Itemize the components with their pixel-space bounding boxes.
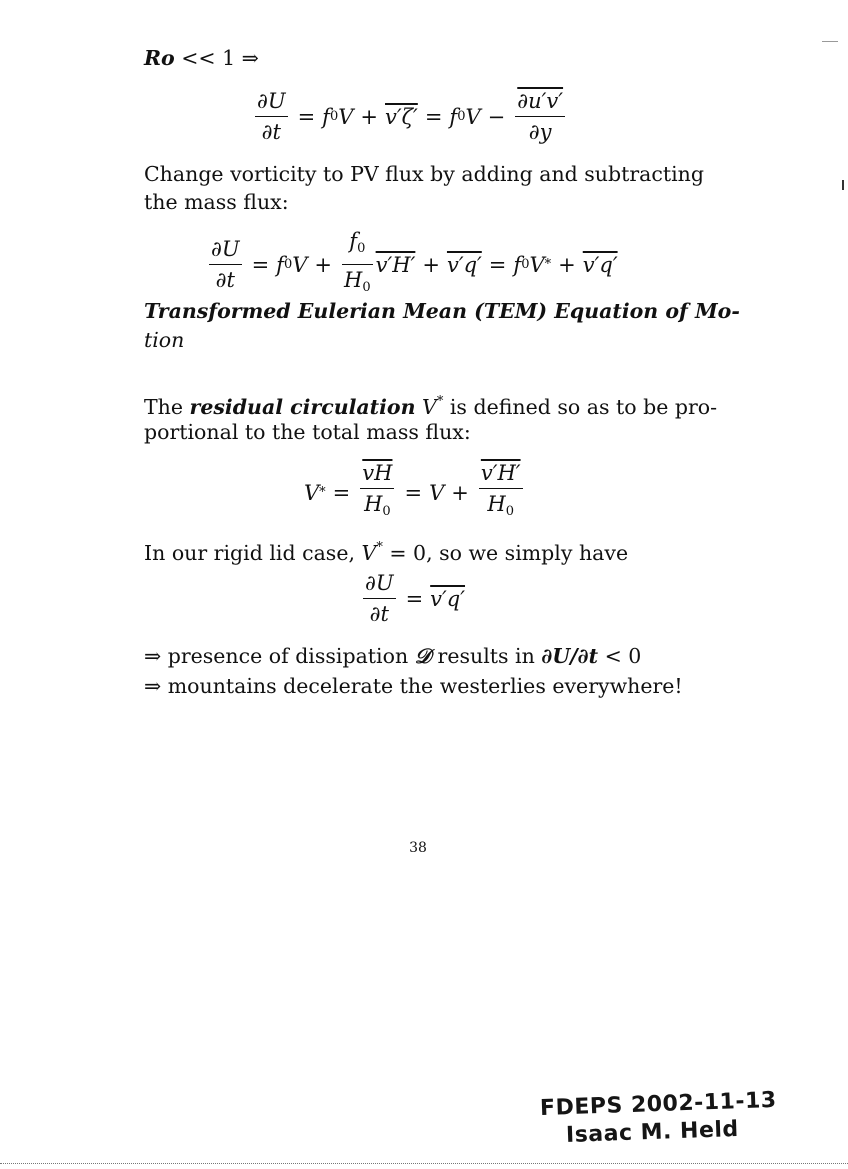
eq1-lhs-fraction: $\frac{\partial U}{\partial t}$: [257, 89, 286, 144]
eq3-eddy-flux-fraction: $\frac{v'H'}{H_0}$: [480, 461, 521, 519]
eq2-lhs-fraction: $\frac{\partial U}{\partial t}$: [211, 237, 240, 292]
pv-flux: v′q′: [430, 586, 466, 611]
pv-flux: v′q′: [582, 252, 618, 277]
vorticity-flux: v′ζ′: [385, 104, 418, 129]
eq4-lhs-fraction: $\frac{\partial U}{\partial t}$: [365, 571, 394, 626]
paragraph-pv-flux-line1: Change vorticity to PV flux by adding and subtracting: [144, 162, 704, 186]
implication-mountains: ⇒ mountains decelerate the westerlies everywhere!: [144, 674, 683, 698]
eq3-total-flux-fraction: $\frac{\overline{vH}}{H_0}$: [362, 461, 393, 519]
implies-arrow: ⇒: [144, 644, 162, 668]
page-number: 38: [409, 840, 427, 856]
scan-edge-line: [0, 1163, 848, 1164]
implies-arrow: ⇒: [144, 674, 162, 698]
equation-1: $\frac{\partial U}{\partial t}$ = f 0 V + v′ζ′ = f 0 V − $\frac{\partial u'v'}{\partial y}$: [257, 89, 564, 144]
equation-4: $\frac{\partial U}{\partial t}$ = v′q′: [365, 571, 466, 626]
implication-dissipation: ⇒ presence of dissipation 𝒟 results in ∂U/∂t < 0: [144, 644, 642, 668]
ro-condition-rest: << 1 ⇒: [174, 46, 259, 70]
mass-flux: v′H′: [375, 252, 416, 277]
handwritten-stamp-line1: FDEPS 2002-11-13: [539, 1087, 778, 1122]
ro-symbol: Ro: [144, 46, 175, 70]
tem-heading-line2: tion: [144, 328, 185, 352]
residual-circulation-term: residual circulation: [189, 395, 416, 419]
paragraph-rigid-lid: In our rigid lid case, V* = 0, so we simply have: [144, 540, 629, 565]
paragraph-residual-line2: portional to the total mass flux:: [144, 420, 471, 444]
eq1-rhs-fraction: $\frac{\partial u'v'}{\partial y}$: [517, 89, 564, 144]
ro-condition: [144, 44, 259, 72]
paragraph-pv-flux-line2: the mass flux:: [144, 190, 289, 214]
paragraph-residual-line1: The residual circulation V* is defined so as to be pro-: [144, 394, 718, 419]
tem-heading-line1: Transformed Eulerian Mean (TEM) Equation of Mo-: [144, 299, 740, 323]
pv-flux: v′q′: [446, 252, 482, 277]
handwritten-stamp-line2: Isaac M. Held: [565, 1116, 740, 1149]
equation-2: $\frac{\partial U}{\partial t}$ = f 0 V + $\frac{f_0}{H_0}$ v′H′ + v′q′ = f 0 V * + v′q′: [206, 228, 618, 301]
scan-mark: [822, 41, 838, 42]
equation-3: V * = $\frac{\overline{vH}}{H_0}$ = V + $\frac{v'H'}{H_0}$: [304, 460, 526, 525]
eq2-coefficient-fraction: $\frac{f_0}{H_0}$: [344, 229, 371, 295]
scan-mark: [842, 180, 844, 190]
